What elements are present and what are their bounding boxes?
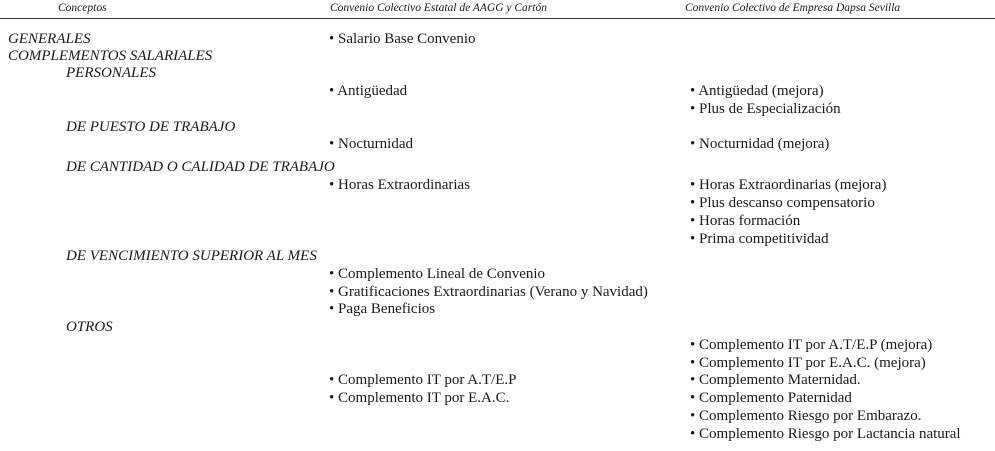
category-personales: PERSONALES <box>66 65 156 81</box>
header-convenio-empresa: Convenio Colectivo de Empresa Dapsa Sevilla <box>685 2 901 14</box>
list-item: • Antigüedad <box>329 83 408 99</box>
list-item: • Antigüedad (mejora) <box>690 83 824 99</box>
list-item: • Nocturnidad (mejora) <box>690 136 830 152</box>
list-item: • Complemento Paternidad <box>690 390 852 406</box>
header-divider <box>0 18 995 19</box>
item-text: Complemento Riesgo por Lactancia natural <box>699 426 961 442</box>
item-text: Horas formación <box>699 213 801 229</box>
item-text: Plus de Especialización <box>699 101 841 117</box>
item-text: Gratificaciones Extraordinarias (Verano y Navidad) <box>338 284 648 300</box>
category-vencimiento: DE VENCIMIENTO SUPERIOR AL MES <box>66 248 317 264</box>
category-generales: GENERALES <box>8 31 91 47</box>
item-text: Paga Beneficios <box>338 301 436 317</box>
item-text: Horas Extraordinarias (mejora) <box>699 177 887 193</box>
list-item: • Salario Base Convenio <box>329 31 476 47</box>
item-text: Complemento IT por A.T/E.P (mejora) <box>699 337 933 353</box>
category-puesto-trabajo: DE PUESTO DE TRABAJO <box>66 119 236 135</box>
list-item: • Complemento Lineal de Convenio <box>329 266 546 282</box>
item-text: Antigüedad <box>337 83 408 99</box>
list-item: • Horas Extraordinarias (mejora) <box>690 177 887 193</box>
list-item: • Plus de Especialización <box>690 101 841 117</box>
item-text: Plus descanso compensatorio <box>699 195 875 211</box>
item-text: Complemento Maternidad. <box>699 372 861 388</box>
list-item: • Horas formación <box>690 213 801 229</box>
header-convenio-estatal: Convenio Colectivo Estatal de AAGG y Cartón <box>330 2 547 14</box>
category-cantidad-calidad: DE CANTIDAD O CALIDAD DE TRABAJO <box>66 159 335 175</box>
item-text: Salario Base Convenio <box>338 31 476 47</box>
item-text: Complemento Lineal de Convenio <box>338 266 546 282</box>
list-item: • Complemento IT por A.T/E.P <box>329 372 517 388</box>
category-complementos-salariales: COMPLEMENTOS SALARIALES <box>8 48 213 64</box>
list-item: • Complemento Riesgo por Lactancia natural <box>690 426 961 442</box>
item-text: Complemento Riesgo por Embarazo. <box>699 408 922 424</box>
item-text: Prima competitividad <box>699 231 829 247</box>
item-text: Antigüedad (mejora) <box>698 83 824 99</box>
item-text: Nocturnidad <box>338 136 413 152</box>
list-item: • Gratificaciones Extraordinarias (Verano y Navidad) <box>329 284 648 300</box>
item-text: Complemento IT por A.T/E.P <box>338 372 517 388</box>
list-item: • Complemento IT por A.T/E.P (mejora) <box>690 337 933 353</box>
list-item: • Plus descanso compensatorio <box>690 195 875 211</box>
list-item: • Complemento IT por E.A.C. (mejora) <box>690 355 926 371</box>
list-item: • Paga Beneficios <box>329 301 436 317</box>
item-text: Horas Extraordinarias <box>338 177 471 193</box>
category-otros: OTROS <box>66 319 113 335</box>
item-text: Nocturnidad (mejora) <box>699 136 830 152</box>
list-item: • Horas Extraordinarias <box>329 177 471 193</box>
list-item: • Prima competitividad <box>690 231 829 247</box>
item-text: Complemento IT por E.A.C. (mejora) <box>699 355 926 371</box>
item-text: Complemento IT por E.A.C. <box>338 390 510 406</box>
list-item: • Complemento IT por E.A.C. <box>329 390 510 406</box>
list-item: • Complemento Maternidad. <box>690 372 861 388</box>
list-item: • Complemento Riesgo por Embarazo. <box>690 408 922 424</box>
list-item: • Nocturnidad <box>329 136 413 152</box>
header-concepts: Conceptos <box>58 2 107 14</box>
item-text: Complemento Paternidad <box>699 390 852 406</box>
